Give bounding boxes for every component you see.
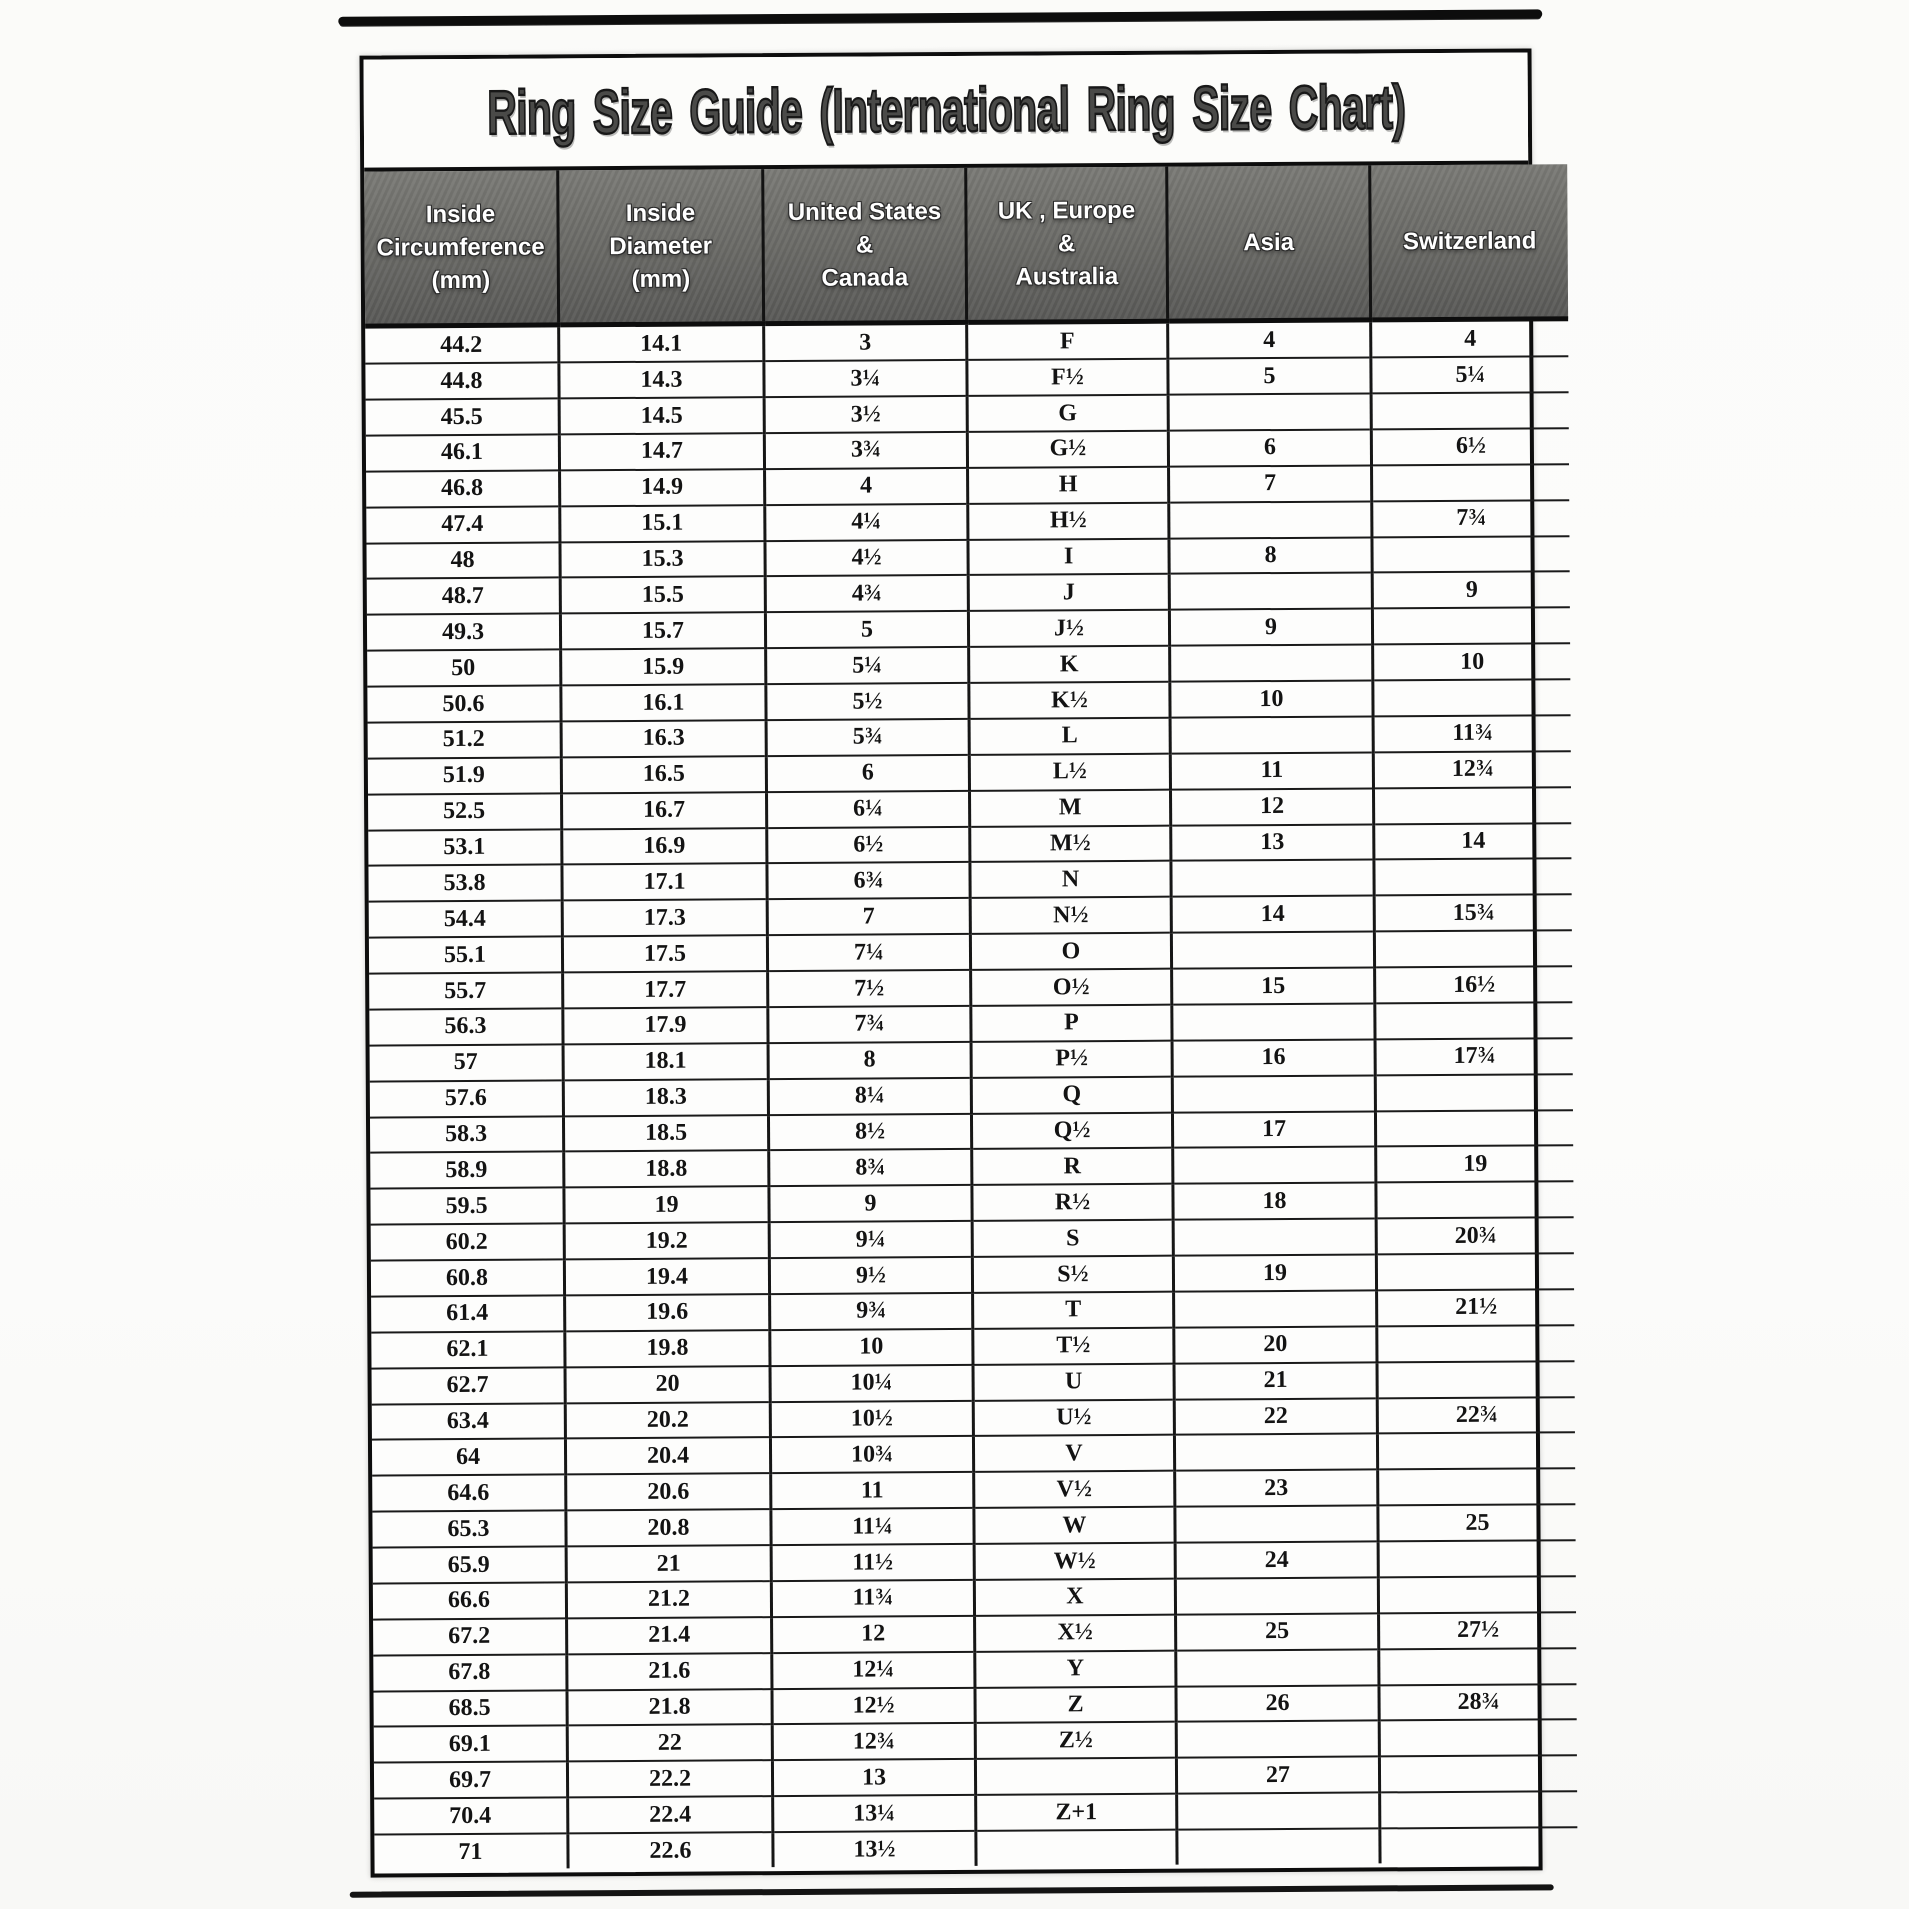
cell-inside-diameter: 14.7 — [559, 433, 764, 470]
cell-inside-diameter: 19.4 — [564, 1258, 769, 1295]
ring-size-table-frame — [359, 48, 1542, 1877]
cell-asia — [1173, 1147, 1376, 1184]
cell-inside-circumference: 60.2 — [371, 1224, 565, 1261]
cell-uk-europe-australia: V½ — [974, 1471, 1175, 1508]
cell-asia — [1169, 573, 1372, 610]
cell-uk-europe-australia: Y — [975, 1650, 1176, 1687]
cell-inside-circumference: 53.8 — [368, 865, 562, 902]
cell-uk-europe-australia: L½ — [969, 754, 1170, 791]
cell-asia: 20 — [1174, 1326, 1377, 1363]
cell-uk-europe-australia: O½ — [971, 969, 1172, 1006]
cell-switzerland: 9 — [1372, 572, 1570, 609]
cell-us-canada: 3¾ — [764, 432, 967, 469]
cell-switzerland: 15¾ — [1374, 895, 1572, 932]
cell-us-canada: 5¼ — [766, 647, 969, 684]
cell-uk-europe-australia: J — [968, 574, 1169, 611]
cell-asia: 27 — [1176, 1757, 1379, 1794]
cell-asia — [1172, 1075, 1375, 1112]
cell-us-canada: 9½ — [769, 1257, 972, 1294]
cell-inside-circumference: 50 — [367, 650, 561, 687]
cell-uk-europe-australia: R½ — [972, 1184, 1173, 1221]
title-band — [364, 52, 1529, 171]
cell-us-canada: 12½ — [772, 1687, 975, 1724]
cell-uk-europe-australia: K½ — [969, 682, 1170, 719]
cell-inside-diameter: 22.4 — [568, 1796, 773, 1833]
cell-uk-europe-australia: L — [969, 718, 1170, 755]
cell-switzerland — [1376, 1182, 1574, 1219]
cell-asia: 7 — [1169, 465, 1372, 502]
cell-uk-europe-australia: P — [971, 1005, 1172, 1042]
cell-asia: 21 — [1174, 1362, 1377, 1399]
cell-inside-diameter: 17.3 — [562, 900, 767, 937]
cell-asia — [1172, 1003, 1375, 1040]
cell-switzerland: 11¾ — [1373, 715, 1571, 752]
cell-inside-circumference: 62.1 — [371, 1331, 565, 1368]
cell-us-canada: 10½ — [770, 1401, 973, 1438]
cell-inside-diameter: 17.5 — [562, 935, 767, 972]
cell-inside-circumference: 68.5 — [373, 1690, 567, 1727]
cell-asia: 9 — [1169, 609, 1372, 646]
cell-us-canada: 8¼ — [768, 1078, 971, 1115]
cell-switzerland — [1377, 1433, 1575, 1470]
cell-asia — [1171, 932, 1374, 969]
cell-inside-diameter: 15.9 — [561, 648, 766, 685]
cell-uk-europe-australia — [975, 1758, 1176, 1795]
cell-switzerland — [1375, 1074, 1573, 1111]
cell-uk-europe-australia: G — [967, 395, 1168, 432]
cell-inside-diameter: 14.1 — [559, 324, 764, 363]
cell-uk-europe-australia: K — [969, 646, 1170, 683]
cell-inside-diameter: 16.7 — [562, 792, 767, 829]
cell-asia: 24 — [1175, 1542, 1378, 1579]
cell-uk-europe-australia: W½ — [974, 1543, 1175, 1580]
cell-asia: 13 — [1171, 824, 1374, 861]
cell-us-canada: 6¼ — [767, 791, 970, 828]
cell-inside-diameter: 18.5 — [563, 1115, 768, 1152]
cell-uk-europe-australia: Q — [971, 1076, 1172, 1113]
cell-uk-europe-australia: S½ — [972, 1256, 1173, 1293]
cell-us-canada: 6 — [766, 755, 969, 792]
cell-us-canada: 13¼ — [773, 1795, 976, 1832]
cell-us-canada: 10¾ — [770, 1436, 973, 1473]
cell-inside-circumference: 58.3 — [370, 1116, 564, 1153]
cell-switzerland — [1378, 1469, 1576, 1506]
cell-asia — [1171, 860, 1374, 897]
cell-us-canada: 6½ — [767, 827, 970, 864]
cell-inside-circumference: 61.4 — [371, 1295, 565, 1332]
column-header-us-canada: United States & Canada — [763, 168, 967, 324]
column-header-asia: Asia — [1167, 165, 1371, 321]
cell-inside-diameter: 18.3 — [563, 1079, 768, 1116]
cell-uk-europe-australia: M½ — [970, 825, 1171, 862]
cell-inside-circumference: 66.6 — [373, 1582, 567, 1619]
cell-asia — [1169, 501, 1372, 538]
cell-uk-europe-australia: U½ — [973, 1399, 1174, 1436]
cell-uk-europe-australia: W — [974, 1507, 1175, 1544]
cell-us-canada: 11¾ — [771, 1580, 974, 1617]
cell-us-canada: 11¼ — [771, 1508, 974, 1545]
cell-switzerland: 21½ — [1377, 1289, 1575, 1326]
cell-switzerland — [1373, 787, 1571, 824]
cell-inside-circumference: 44.8 — [365, 363, 559, 400]
table-header — [364, 164, 1568, 326]
cell-inside-diameter: 19.6 — [565, 1294, 770, 1331]
cell-uk-europe-australia: F — [967, 321, 1168, 360]
cell-asia: 22 — [1174, 1398, 1377, 1435]
cell-switzerland — [1379, 1756, 1577, 1793]
column-header-inside-circumference: Inside Circumference (mm) — [364, 170, 558, 326]
cell-us-canada: 4¾ — [765, 575, 968, 612]
cell-inside-circumference: 57.6 — [370, 1080, 564, 1117]
cell-switzerland — [1379, 1720, 1577, 1757]
cell-us-canada: 6¾ — [767, 862, 970, 899]
cell-us-canada: 13½ — [773, 1831, 976, 1867]
cell-us-canada: 12¼ — [772, 1652, 975, 1689]
cell-inside-diameter: 14.9 — [560, 469, 765, 506]
cell-switzerland — [1372, 536, 1570, 573]
cell-inside-circumference: 71 — [374, 1833, 568, 1869]
cell-us-canada: 3½ — [764, 396, 967, 433]
cell-inside-diameter: 19.2 — [564, 1222, 769, 1259]
cell-switzerland — [1371, 392, 1569, 429]
cell-asia — [1174, 1434, 1377, 1471]
column-header-switzerland: Switzerland — [1370, 164, 1568, 320]
cell-inside-circumference: 69.1 — [374, 1726, 568, 1763]
cell-us-canada: 3¼ — [764, 360, 967, 397]
cell-asia — [1176, 1721, 1379, 1758]
cell-switzerland: 12¾ — [1373, 751, 1571, 788]
cell-asia: 17 — [1172, 1111, 1375, 1148]
cell-us-canada: 8 — [768, 1042, 971, 1079]
cell-inside-diameter: 22 — [567, 1725, 772, 1762]
cell-inside-circumference: 65.3 — [372, 1511, 566, 1548]
cell-inside-diameter: 19 — [564, 1186, 769, 1223]
cell-asia — [1175, 1506, 1378, 1543]
cell-uk-europe-australia: G½ — [967, 431, 1168, 468]
cell-us-canada: 8¾ — [769, 1149, 972, 1186]
cell-us-canada: 9¼ — [769, 1221, 972, 1258]
cell-switzerland — [1375, 1110, 1573, 1147]
cell-uk-europe-australia: H½ — [968, 502, 1169, 539]
cell-us-canada: 7¾ — [768, 1006, 971, 1043]
cell-asia: 23 — [1175, 1470, 1378, 1507]
cell-inside-circumference: 46.8 — [366, 470, 560, 507]
top-decorative-rule — [338, 9, 1542, 25]
cell-switzerland: 27½ — [1379, 1612, 1577, 1649]
cell-inside-diameter: 17.1 — [562, 864, 767, 901]
cell-switzerland: 6½ — [1371, 428, 1569, 465]
cell-us-canada: 5¾ — [766, 719, 969, 756]
cell-asia — [1176, 1649, 1379, 1686]
cell-uk-europe-australia: S — [972, 1220, 1173, 1257]
cell-inside-circumference: 49.3 — [367, 614, 561, 651]
cell-asia: 12 — [1170, 788, 1373, 825]
cell-uk-europe-australia: N — [970, 861, 1171, 898]
cell-switzerland: 19 — [1376, 1146, 1574, 1183]
cell-uk-europe-australia: I — [968, 538, 1169, 575]
cell-us-canada: 9 — [769, 1185, 972, 1222]
cell-inside-circumference: 67.2 — [373, 1618, 567, 1655]
cell-switzerland: 20¾ — [1376, 1217, 1574, 1254]
cell-asia: 16 — [1172, 1039, 1375, 1076]
cell-inside-diameter: 20.6 — [566, 1473, 771, 1510]
cell-asia: 19 — [1173, 1255, 1376, 1292]
cell-inside-circumference: 50.6 — [367, 686, 561, 723]
cell-uk-europe-australia: O — [970, 933, 1171, 970]
cell-inside-diameter: 16.3 — [561, 720, 766, 757]
cell-switzerland: 16½ — [1375, 966, 1573, 1003]
cell-us-canada: 12 — [772, 1616, 975, 1653]
cell-inside-circumference: 51.9 — [368, 757, 562, 794]
cell-asia — [1177, 1793, 1380, 1830]
cell-asia — [1170, 716, 1373, 753]
cell-inside-circumference: 44.2 — [440, 331, 483, 358]
cell-asia — [1173, 1219, 1376, 1256]
cell-inside-circumference: 63.4 — [372, 1403, 566, 1440]
cell-inside-diameter: 20.4 — [565, 1438, 770, 1475]
column-header-uk-europe-australia: UK , Europe & Australia — [966, 167, 1168, 323]
cell-asia — [1170, 645, 1373, 682]
cell-inside-diameter: 15.3 — [560, 541, 765, 578]
table-row — [374, 1827, 1577, 1869]
cell-inside-diameter: 21.6 — [567, 1653, 772, 1690]
bottom-decorative-rule — [350, 1884, 1554, 1897]
cell-uk-europe-australia: N½ — [970, 897, 1171, 934]
cell-uk-europe-australia: T½ — [973, 1328, 1174, 1365]
cell-inside-circumference: 65.9 — [373, 1546, 567, 1583]
cell-switzerland: 5¼ — [1371, 356, 1569, 393]
cell-us-canada: 4 — [765, 468, 968, 505]
cell-us-canada: 8½ — [768, 1114, 971, 1151]
cell-inside-circumference: 57 — [370, 1044, 564, 1081]
table-header-row — [364, 164, 1568, 326]
cell-switzerland — [1380, 1791, 1578, 1828]
cell-switzerland: 17¾ — [1375, 1038, 1573, 1075]
cell-us-canada: 10 — [770, 1329, 973, 1366]
cell-us-canada: 10¼ — [770, 1365, 973, 1402]
cell-switzerland — [1372, 608, 1570, 645]
cell-inside-circumference: 45.5 — [366, 399, 560, 436]
cell-switzerland — [1372, 464, 1570, 501]
cell-us-canada: 13 — [772, 1759, 975, 1796]
cell-inside-diameter: 20.2 — [565, 1402, 770, 1439]
cell-us-canada: 4½ — [765, 540, 968, 577]
cell-asia — [1174, 1290, 1377, 1327]
cell-uk-europe-australia: T — [973, 1292, 1174, 1329]
cell-inside-circumference: 51.2 — [368, 721, 562, 758]
cell-us-canada: 11 — [771, 1472, 974, 1509]
cell-inside-circumference: 67.8 — [373, 1654, 567, 1691]
cell-inside-diameter: 15.5 — [560, 577, 765, 614]
cell-inside-diameter: 14.5 — [559, 397, 764, 434]
cell-inside-circumference: 56.3 — [369, 1008, 563, 1045]
cell-us-canada: 7½ — [768, 970, 971, 1007]
cell-us-canada: 3 — [764, 322, 967, 361]
cell-uk-europe-australia: Z — [975, 1686, 1176, 1723]
cell-asia: 4 — [1168, 320, 1371, 359]
cell-uk-europe-australia: Z½ — [975, 1722, 1176, 1759]
cell-inside-diameter: 21.8 — [567, 1689, 772, 1726]
cell-uk-europe-australia: V — [973, 1435, 1174, 1472]
page-title: Ring Size Guide (International Ring Size Chart) — [486, 72, 1406, 148]
cell-asia: 5 — [1168, 358, 1371, 395]
cell-switzerland: 22¾ — [1377, 1397, 1575, 1434]
cell-inside-circumference: 46.1 — [366, 434, 560, 471]
cell-us-canada: 9¾ — [770, 1293, 973, 1330]
table-body — [365, 319, 1577, 1870]
cell-asia: 18 — [1173, 1183, 1376, 1220]
cell-inside-diameter: 21 — [566, 1545, 771, 1582]
cell-switzerland — [1378, 1540, 1576, 1577]
cell-uk-europe-australia — [976, 1830, 1177, 1866]
cell-inside-diameter: 14.3 — [559, 361, 764, 398]
cell-us-canada: 11½ — [771, 1544, 974, 1581]
cell-asia — [1168, 394, 1371, 431]
cell-inside-diameter: 16.1 — [561, 684, 766, 721]
cell-switzerland: 28¾ — [1379, 1684, 1577, 1721]
column-header-inside-diameter: Inside Diameter (mm) — [558, 169, 764, 325]
cell-us-canada: 4¼ — [765, 504, 968, 541]
cell-asia — [1175, 1577, 1378, 1614]
cell-asia — [1177, 1829, 1380, 1865]
cell-inside-diameter: 19.8 — [565, 1330, 770, 1367]
cell-switzerland: 7¾ — [1372, 500, 1570, 537]
cell-uk-europe-australia: J½ — [968, 610, 1169, 647]
cell-inside-diameter: 16.9 — [562, 828, 767, 865]
cell-uk-europe-australia: P½ — [971, 1041, 1172, 1078]
cell-us-canada: 7 — [767, 898, 970, 935]
cell-switzerland — [1379, 1648, 1577, 1685]
cell-inside-circumference: 53.1 — [368, 829, 562, 866]
cell-uk-europe-australia: Q½ — [971, 1112, 1172, 1149]
cell-inside-diameter: 21.4 — [567, 1617, 772, 1654]
cell-us-canada: 12¾ — [772, 1723, 975, 1760]
cell-inside-circumference: 48.7 — [367, 578, 561, 615]
cell-asia: 6 — [1168, 429, 1371, 466]
cell-asia: 10 — [1170, 681, 1373, 718]
cell-us-canada: 5½ — [766, 683, 969, 720]
cell-us-canada: 5 — [765, 611, 968, 648]
cell-inside-circumference: 64 — [372, 1439, 566, 1476]
cell-switzerland: 10 — [1373, 643, 1571, 680]
cell-asia: 15 — [1172, 968, 1375, 1005]
cell-switzerland — [1376, 1253, 1574, 1290]
cell-inside-circumference: 59.5 — [370, 1188, 564, 1225]
cell-inside-circumference: 47.4 — [366, 506, 560, 543]
cell-asia: 26 — [1176, 1685, 1379, 1722]
cell-uk-europe-australia: U — [973, 1363, 1174, 1400]
cell-asia: 25 — [1176, 1613, 1379, 1650]
cell-switzerland — [1374, 859, 1572, 896]
cell-switzerland — [1380, 1827, 1578, 1863]
cell-asia: 11 — [1170, 752, 1373, 789]
cell-switzerland — [1377, 1361, 1575, 1398]
cell-inside-diameter: 15.1 — [560, 505, 765, 542]
cell-switzerland: 25 — [1378, 1504, 1576, 1541]
cell-inside-circumference: 58.9 — [370, 1152, 564, 1189]
cell-uk-europe-australia: R — [972, 1148, 1173, 1185]
cell-asia: 14 — [1171, 896, 1374, 933]
cell-inside-circumference: 69.7 — [374, 1762, 568, 1799]
cell-switzerland — [1377, 1325, 1575, 1362]
cell-uk-europe-australia: F½ — [967, 359, 1168, 396]
cell-inside-circumference: 48 — [366, 542, 560, 579]
cell-inside-circumference: 64.6 — [372, 1475, 566, 1512]
ring-size-table — [364, 164, 1577, 1869]
cell-inside-diameter: 22.2 — [567, 1760, 772, 1797]
cell-inside-diameter: 15.7 — [560, 613, 765, 650]
cell-switzerland: 4 — [1371, 319, 1569, 358]
cell-switzerland — [1374, 930, 1572, 967]
cell-inside-circumference: 55.1 — [369, 937, 563, 974]
cell-us-canada: 7¼ — [767, 934, 970, 971]
cell-switzerland — [1378, 1576, 1576, 1613]
cell-inside-circumference: 55.7 — [369, 973, 563, 1010]
cell-uk-europe-australia: M — [969, 789, 1170, 826]
cell-uk-europe-australia: X — [974, 1579, 1175, 1616]
cell-switzerland: 14 — [1374, 823, 1572, 860]
cell-inside-diameter: 20 — [565, 1366, 770, 1403]
cell-inside-circumference: 52.5 — [368, 793, 562, 830]
cell-inside-diameter: 20.8 — [566, 1509, 771, 1546]
cell-switzerland — [1373, 679, 1571, 716]
cell-inside-circumference: 70.4 — [374, 1798, 568, 1835]
cell-inside-circumference: 60.8 — [371, 1259, 565, 1296]
cell-inside-diameter: 16.5 — [561, 756, 766, 793]
cell-switzerland — [1375, 1002, 1573, 1039]
cell-uk-europe-australia: H — [968, 467, 1169, 504]
cell-inside-circumference: 62.7 — [372, 1367, 566, 1404]
cell-inside-circumference: 54.4 — [369, 901, 563, 938]
cell-uk-europe-australia: X½ — [975, 1615, 1176, 1652]
cell-inside-diameter: 22.6 — [568, 1832, 773, 1868]
cell-inside-diameter: 17.7 — [563, 971, 768, 1008]
cell-inside-diameter: 17.9 — [563, 1007, 768, 1044]
cell-uk-europe-australia: Z+1 — [976, 1794, 1177, 1831]
cell-inside-diameter: 18.8 — [564, 1151, 769, 1188]
cell-asia: 8 — [1169, 537, 1372, 574]
cell-inside-diameter: 18.1 — [563, 1043, 768, 1080]
cell-inside-diameter: 21.2 — [566, 1581, 771, 1618]
